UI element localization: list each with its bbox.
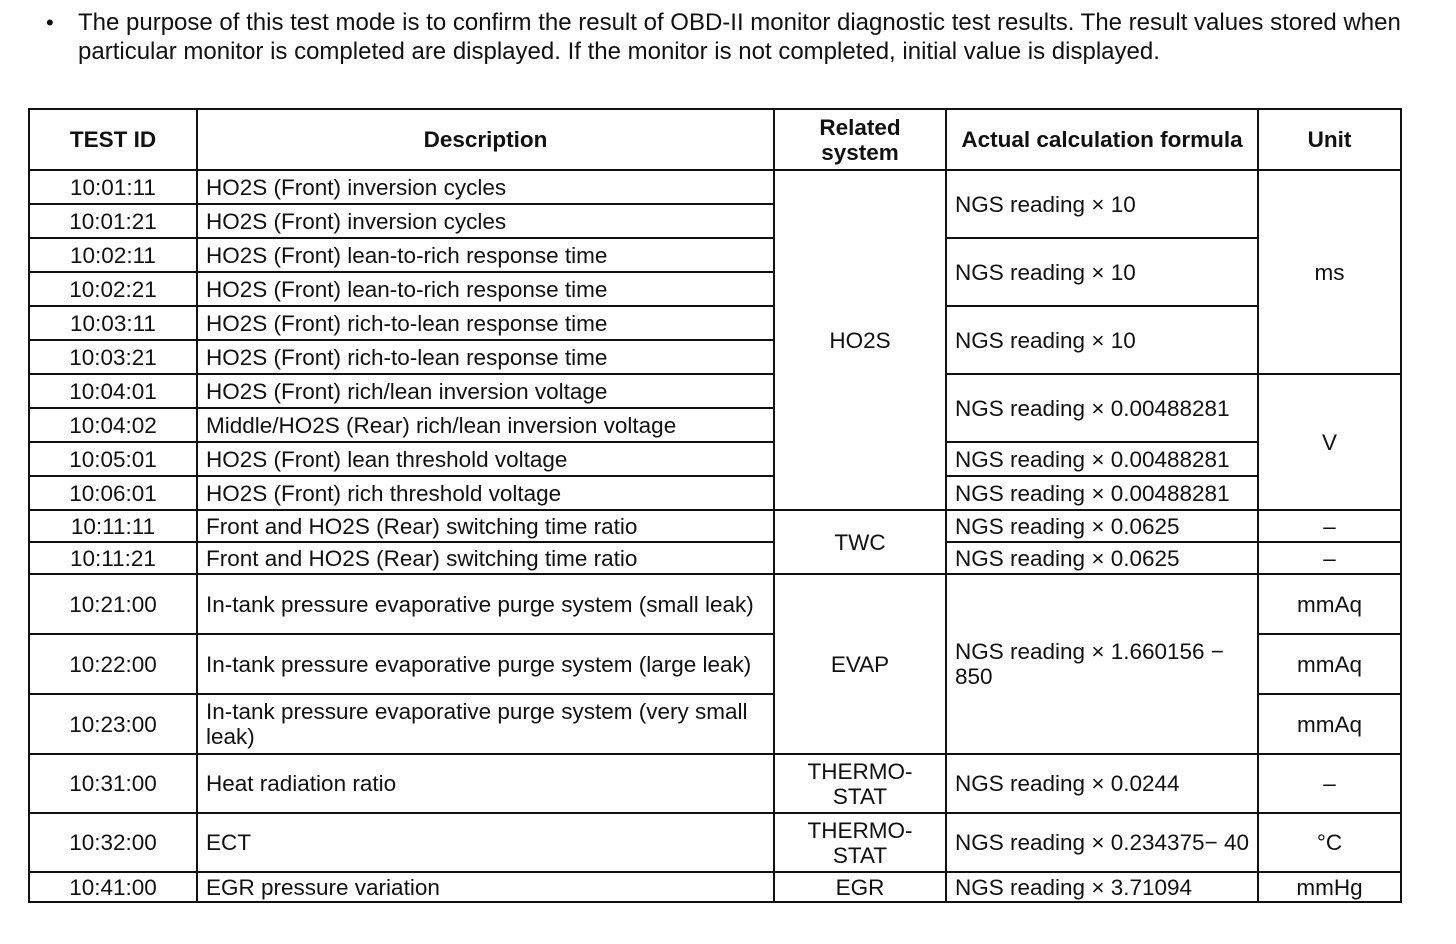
table-header-row	[29, 109, 1401, 170]
unit: °C	[1258, 813, 1401, 872]
unit: ms	[1258, 170, 1401, 374]
description: EGR pressure variation	[197, 872, 774, 902]
test-id: 10:32:00	[29, 813, 197, 872]
table-row	[29, 238, 1401, 272]
unit: –	[1258, 542, 1401, 574]
table-row	[29, 754, 1401, 813]
test-id: 10:23:00	[29, 694, 197, 754]
test-id: 10:22:00	[29, 634, 197, 694]
test-id: 10:02:21	[29, 272, 197, 306]
related-system-label: THERMO-STAT	[807, 817, 913, 868]
table-row	[29, 510, 1401, 542]
description: Front and HO2S (Rear) switching time ratio	[197, 510, 774, 542]
formula: NGS reading × 0.0625	[946, 510, 1258, 542]
test-id: 10:03:11	[29, 306, 197, 340]
description: ECT	[197, 813, 774, 872]
table-row	[29, 542, 1401, 574]
formula: NGS reading × 0.0625	[946, 542, 1258, 574]
unit: mmHg	[1258, 872, 1401, 902]
formula: NGS reading × 0.0244	[946, 754, 1258, 813]
table-row	[29, 813, 1401, 872]
unit: V	[1258, 374, 1401, 510]
related-system: EGR	[774, 872, 946, 902]
related-system-label: THERMO-STAT	[807, 758, 913, 809]
description: HO2S (Front) rich-to-lean response time	[197, 340, 774, 374]
test-id: 10:04:01	[29, 374, 197, 408]
description: HO2S (Front) inversion cycles	[197, 170, 774, 204]
formula: NGS reading × 1.660156 − 850	[946, 574, 1258, 754]
test-id: 10:11:11	[29, 510, 197, 542]
header-test-id: TEST ID	[29, 109, 197, 170]
description: Middle/HO2S (Rear) rich/lean inversion voltage	[197, 408, 774, 442]
table-row	[29, 872, 1401, 902]
description: HO2S (Front) rich/lean inversion voltage	[197, 374, 774, 408]
test-id: 10:11:21	[29, 542, 197, 574]
header-related-system: Related system	[774, 109, 946, 170]
unit: –	[1258, 510, 1401, 542]
header-description: Description	[197, 109, 774, 170]
test-id: 10:01:21	[29, 204, 197, 238]
test-id: 10:03:21	[29, 340, 197, 374]
test-id: 10:41:00	[29, 872, 197, 902]
description: HO2S (Front) rich threshold voltage	[197, 476, 774, 510]
formula: NGS reading × 0.00488281	[946, 476, 1258, 510]
related-system: HO2S	[774, 170, 946, 510]
description: Front and HO2S (Rear) switching time ratio	[197, 542, 774, 574]
table-row	[29, 374, 1401, 408]
table-row	[29, 574, 1401, 634]
test-id: 10:05:01	[29, 442, 197, 476]
table-row	[29, 170, 1401, 204]
description: HO2S (Front) lean-to-rich response time	[197, 238, 774, 272]
unit: –	[1258, 754, 1401, 813]
test-id: 10:01:11	[29, 170, 197, 204]
unit: mmAq	[1258, 694, 1401, 754]
related-system	[774, 754, 946, 813]
related-system: EVAP	[774, 574, 946, 754]
formula: NGS reading × 10	[946, 238, 1258, 306]
unit: mmAq	[1258, 634, 1401, 694]
intro-text: The purpose of this test mode is to confirm the result of OBD-II monitor diagnostic test results. The result values stored when particular monitor is completed are displayed. If the monitor is not completed, initial value is displayed.	[78, 9, 1401, 65]
test-id: 10:04:02	[29, 408, 197, 442]
formula: NGS reading × 0.234375− 40	[946, 813, 1258, 872]
formula: NGS reading × 0.00488281	[946, 442, 1258, 476]
description: HO2S (Front) lean-to-rich response time	[197, 272, 774, 306]
table-row	[29, 476, 1401, 510]
formula: NGS reading × 3.71094	[946, 872, 1258, 902]
related-system: TWC	[774, 510, 946, 574]
description: HO2S (Front) lean threshold voltage	[197, 442, 774, 476]
formula: NGS reading × 0.00488281	[946, 374, 1258, 442]
formula: NGS reading × 10	[946, 306, 1258, 374]
table-row	[29, 306, 1401, 340]
table-row	[29, 442, 1401, 476]
description: In-tank pressure evaporative purge system (very small leak)	[197, 694, 774, 754]
formula: NGS reading × 10	[946, 170, 1258, 238]
test-id: 10:31:00	[29, 754, 197, 813]
bullet-icon: •	[46, 10, 54, 35]
header-formula: Actual calculation formula	[946, 109, 1258, 170]
description: In-tank pressure evaporative purge system (small leak)	[197, 574, 774, 634]
description: HO2S (Front) rich-to-lean response time	[197, 306, 774, 340]
intro-paragraph	[46, 8, 1416, 66]
related-system	[774, 813, 946, 872]
unit: mmAq	[1258, 574, 1401, 634]
test-id: 10:02:11	[29, 238, 197, 272]
description: In-tank pressure evaporative purge system (large leak)	[197, 634, 774, 694]
obd-test-table	[28, 108, 1402, 903]
test-id: 10:06:01	[29, 476, 197, 510]
test-id: 10:21:00	[29, 574, 197, 634]
header-unit: Unit	[1258, 109, 1401, 170]
description: Heat radiation ratio	[197, 754, 774, 813]
description: HO2S (Front) inversion cycles	[197, 204, 774, 238]
